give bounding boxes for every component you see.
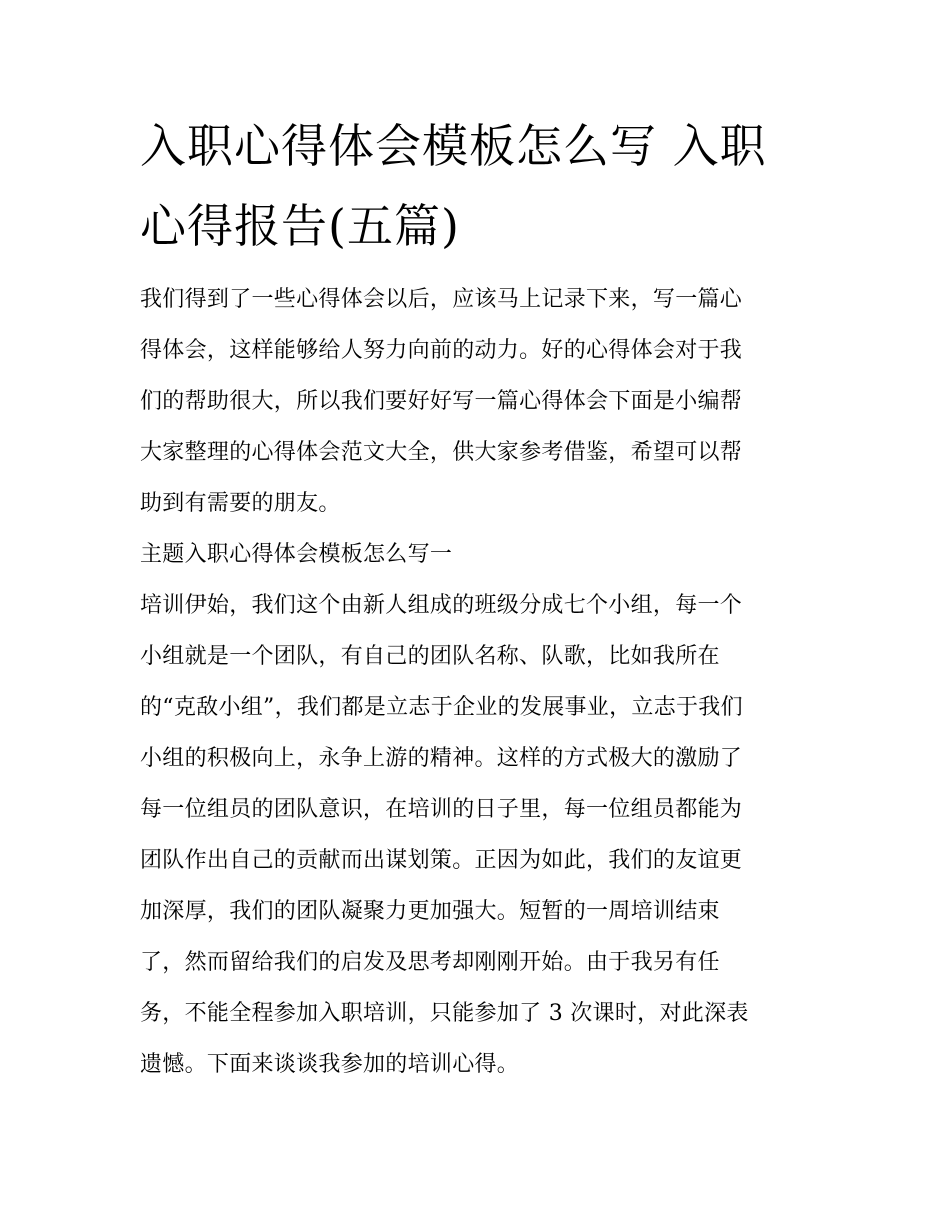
paragraph-line-5: 每一位组员的团队意识，在培训的日子里，每一位组员都能为: [140, 797, 743, 822]
paragraph-line-2: 小组就是一个团队，有自己的团队名称、队歌，比如我所在: [140, 644, 720, 669]
intro-line-2: 得体会，这样能够给人努力向前的动力。好的心得体会对于我: [140, 338, 743, 363]
paragraph-line-3: 的“克敌小组”，我们都是立志于企业的发展事业，立志于我们: [140, 695, 743, 720]
document-title-line-1: 入职心得体会模板怎么写 入职: [140, 119, 767, 173]
intro-line-1: 我们得到了一些心得体会以后，应该马上记录下来，写一篇心: [140, 287, 743, 312]
document-title-line-2: 心得报告(五篇): [140, 199, 460, 253]
paragraph-line-10: 遗憾。下面来谈谈我参加的培训心得。: [140, 1052, 520, 1077]
paragraph-line-9: 务，不能全程参加入职培训，只能参加了 3 次课时，对此深表: [140, 1001, 749, 1026]
intro-line-4: 大家整理的心得体会范文大全，供大家参考借鉴，希望可以帮: [140, 440, 743, 465]
intro-line-5: 助到有需要的朋友。: [140, 491, 341, 516]
intro-line-3: 们的帮助很大，所以我们要好好写一篇心得体会下面是小编帮: [140, 389, 743, 414]
paragraph-line-8: 了，然而留给我们的启发及思考却刚刚开始。由于我另有任: [140, 950, 720, 975]
section-heading: 主题入职心得体会模板怎么写一: [140, 542, 453, 567]
paragraph-line-6: 团队作出自己的贡献而出谋划策。正因为如此，我们的友谊更: [140, 848, 743, 873]
paragraph-line-1: 培训伊始，我们这个由新人组成的班级分成七个小组，每一个: [140, 593, 743, 618]
paragraph-line-7: 加深厚，我们的团队凝聚力更加强大。短暂的一周培训结束: [140, 899, 720, 924]
paragraph-line-4: 小组的积极向上，永争上游的精神。这样的方式极大的激励了: [140, 746, 743, 771]
